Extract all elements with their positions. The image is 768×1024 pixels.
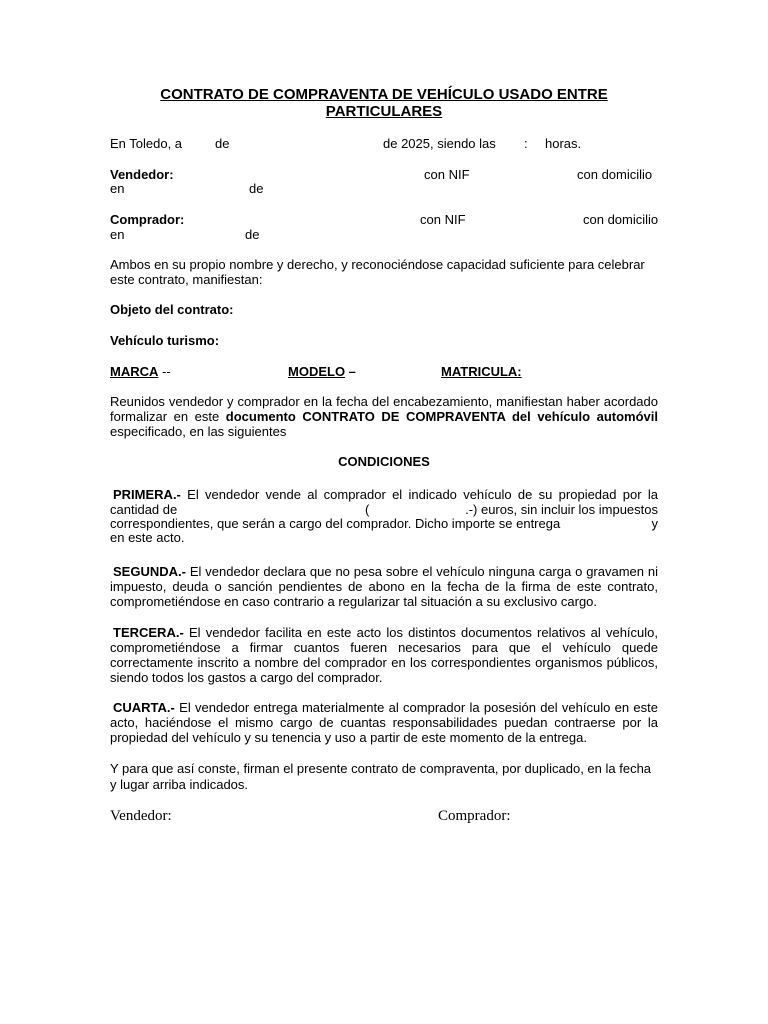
segunda-paragraph [110, 564, 658, 609]
comprador-de: de [245, 227, 260, 242]
primera-first-line [113, 487, 658, 502]
segunda-text: El vendedor declara que no pesa sobre el vehículo ninguna carga o gravamen ni impuesto, deuda o sanción pendientes de abono en la fecha de la firma de este contrato, comprometiéndose en caso contrario a regularizar tal situación a su exclusivo cargo. [110, 564, 658, 609]
reunidos-text-1: Reunidos vendedor y comprador en la fecha del encabezamiento, manifiestan haber acordado formalizar en este [110, 394, 658, 424]
comprador-nif: con NIF [420, 212, 466, 227]
closing-paragraph: Y para que así conste, firman el presente contrato de compraventa, por duplicado, en la fecha y lugar arriba indicados. [110, 761, 652, 792]
vendedor-de: de [249, 181, 264, 196]
primera-line3: correspondientes, que serán a cargo del comprador. Dicho importe se entrega [110, 516, 561, 531]
comprador-label: Comprador: [110, 212, 185, 227]
tercera-text: El vendedor facilita en este acto los distintos documentos relativos al vehículo, comprometiéndose a firmar cuantos fueren necesarios para que el vehículo quede correctamente inscrito a nombre del comprador en los correspondientes organismos públicos, siendo todos los gastos a cargo del comprador. [110, 625, 658, 685]
document-title [110, 86, 658, 120]
title-line-1: CONTRATO DE COMPRAVENTA DE VEHÍCULO USADO ENTRE [160, 86, 608, 103]
objeto-heading: Objeto del contrato: [110, 302, 234, 317]
comprador-en: en [110, 227, 125, 242]
vendedor-label: Vendedor: [110, 167, 174, 182]
marca-label: MARCA [110, 364, 159, 379]
primera-line-4: en este acto. [110, 530, 185, 545]
modelo-suffix: – [345, 364, 356, 379]
ambos-paragraph: Ambos en su propio nombre y derecho, y reconociéndose capacidad suficiente para celebrar este contrato, manifiestan: [110, 257, 645, 287]
cuarta-text: El vendedor entrega materialmente al comprador la posesión del vehículo en este acto, haciéndose el mismo cargo de cuantas responsabilidades puedan contraerse por la propiedad del vehículo y su tenencia y uso a partir de este momento de la entrega. [110, 700, 658, 745]
modelo-label: MODELO [288, 364, 346, 379]
date-colon: : [524, 136, 528, 151]
signature-comprador: Comprador: [438, 808, 511, 824]
primera-line1: El vendedor vende al comprador el indicado vehículo de su propiedad por la [180, 487, 658, 502]
matricula-label: MATRICULA: [441, 364, 522, 379]
primera-cantidad: cantidad de [110, 502, 178, 517]
vendedor-domicilio: con domicilio [577, 167, 653, 182]
tercera-paragraph [110, 625, 658, 685]
cuarta-label: CUARTA.- [113, 700, 175, 715]
date-prefix: En Toledo, a [110, 136, 183, 151]
comprador-domicilio: con domicilio [583, 212, 659, 227]
vendedor-nif: con NIF [424, 167, 470, 182]
condiciones-heading: CONDICIONES [338, 454, 430, 469]
primera-euros: .-) euros, sin incluir los impuestos [465, 502, 658, 517]
signature-vendedor: Vendedor: [110, 808, 172, 824]
reunidos-paragraph [110, 394, 658, 439]
tercera-label: TERCERA.- [113, 625, 184, 640]
title-line-2: PARTICULARES [325, 103, 443, 120]
date-horas: horas. [545, 136, 582, 151]
date-de: de [215, 136, 230, 151]
vendedor-en: en [110, 181, 125, 196]
reunidos-bold: documento CONTRATO DE COMPRAVENTA del vehículo automóvil [225, 409, 658, 424]
date-year: de 2025, siendo las [383, 136, 496, 151]
vehiculo-heading: Vehículo turismo: [110, 333, 220, 348]
modelo-field [288, 364, 356, 379]
primera-paren: ( [365, 502, 370, 517]
segunda-label: SEGUNDA.- [113, 564, 186, 579]
reunidos-text-2: especificado, en las siguientes [110, 424, 287, 439]
primera-label: PRIMERA.- [113, 487, 181, 502]
marca-suffix: -- [158, 364, 171, 379]
primera-y: y [651, 516, 658, 531]
cuarta-paragraph [110, 700, 658, 745]
marca-field [110, 364, 171, 379]
